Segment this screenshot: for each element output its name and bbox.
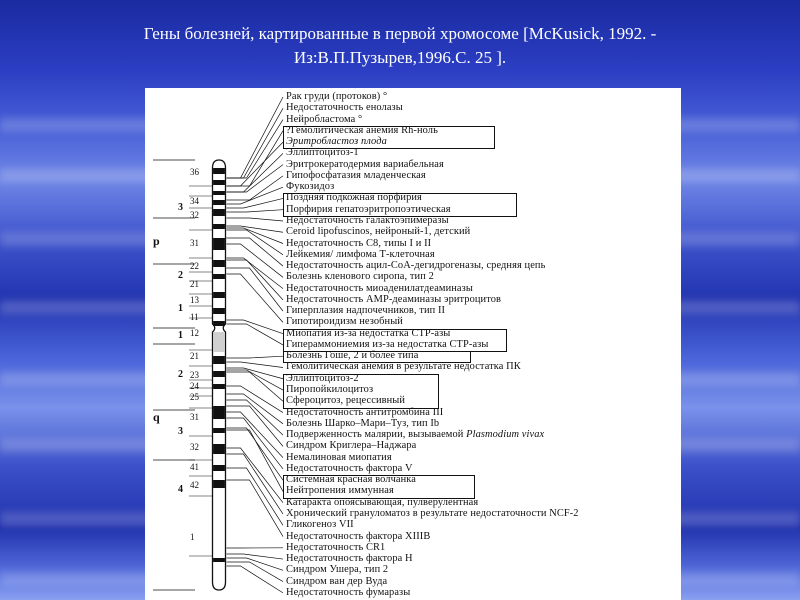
gene-group-box: [283, 193, 517, 217]
dark-band: [213, 224, 225, 229]
gene-label: Нейробластома °: [286, 113, 363, 125]
gene-group-box: [283, 351, 471, 363]
gene-label: Гипотироидизм незобный: [286, 316, 403, 328]
gene-connector-line: [227, 187, 284, 204]
dark-band: [213, 274, 225, 279]
gene-connector-line: [227, 562, 284, 582]
gene-label: Недостаточность фактора V: [286, 462, 413, 474]
slide-title-line-2: Из:В.П.Пузырев,1996.С. 25 ].: [293, 48, 507, 67]
gene-label: Системная красная волчанка: [286, 474, 416, 486]
band-label: 22: [190, 261, 199, 271]
gene-label: Подверженность малярии, вызываемой Plasmodium vivax: [286, 429, 545, 441]
dark-band: [213, 428, 225, 433]
gene-group-box: [283, 329, 507, 353]
gene-label: Недостаточность миоаденилатдеаминазы: [286, 282, 473, 294]
gene-connector-line: [227, 430, 284, 491]
dark-band: [213, 260, 225, 267]
band-label: 23: [190, 370, 199, 380]
gene-connector-line: [227, 218, 284, 221]
band-label: 42: [190, 480, 199, 490]
dark-band: [213, 191, 225, 195]
gene-label: Рак груди (протоков) °: [286, 91, 388, 102]
arm-label-q: q: [153, 410, 160, 424]
dark-band: [213, 292, 225, 298]
chromosome-figure: [145, 88, 681, 600]
band-label: 25: [190, 392, 199, 402]
dark-band: [213, 200, 225, 205]
gene-label: Гликогеноз VII: [286, 519, 354, 531]
gene-label: Синдром Криглера–Наджара: [286, 440, 417, 452]
dark-band: [213, 384, 225, 389]
dark-band: [213, 465, 225, 471]
arm-label-p: p: [153, 234, 160, 248]
gene-label: ?Гемолитическая анемия Rh-ноль: [286, 124, 438, 136]
gene-label: Недостаточность енолазы: [286, 102, 403, 114]
slide-title-line-1: Гены болезней, картированные в первой хромосоме [McKusick, 1992. -: [143, 24, 657, 43]
gene-label: Недостаточность фактора Н: [286, 553, 413, 565]
gene-connector-line: [227, 454, 284, 514]
gene-label: Эритрокератодермия вариабельная: [286, 158, 444, 170]
gene-label: Катаракта опоясывающая, пулверулентная: [286, 496, 479, 508]
dark-band: [213, 480, 225, 488]
gene-label: Эллиптоцитоз-1: [286, 147, 359, 159]
gene-label: Болезнь Гоше, 2 и более типа: [286, 350, 419, 362]
dark-band: [213, 209, 225, 216]
gene-connector-line: [227, 362, 284, 367]
region-label: 1: [178, 303, 183, 314]
gene-label: Нейтропения иммунная: [286, 485, 394, 497]
band-label: 41: [190, 462, 199, 472]
region-label: 2: [178, 270, 183, 281]
gene-connector-line: [227, 97, 284, 178]
band-label: 21: [190, 279, 199, 289]
band-label: 1: [190, 532, 195, 542]
gene-label: Недостаточность ацил-СоА-дегидрогеназы, средняя цепь: [286, 260, 546, 272]
gene-connector-line: [227, 176, 284, 200]
gene-label: Поздняя подкожная порфирия: [286, 192, 422, 204]
gene-connector-line: [227, 142, 284, 186]
gene-connector-line: [227, 210, 284, 212]
gene-connector-line: [227, 260, 284, 300]
gene-connector-line: [227, 268, 284, 311]
gene-label: Сфероцитоз, рецессивный: [286, 395, 406, 407]
gene-label: Эритробластоз плода: [286, 136, 387, 148]
gene-label: Лейкемия/ лимфома Т-клеточная: [286, 248, 435, 260]
gene-label: Болезнь кленового сиропа, тип 2: [286, 271, 434, 283]
gene-label: Гиперплазия надпочечников, тип II: [286, 305, 446, 317]
gene-connector-line: [227, 238, 284, 266]
dark-band: [213, 180, 225, 185]
dark-band: [213, 308, 225, 314]
gene-label: Недостаточность галактоэпимеразы: [286, 214, 449, 226]
region-label: 3: [178, 202, 183, 213]
gene-label: Ceroid lipofuscinos, нейроный-1, детский: [286, 226, 471, 238]
gene-label: Недостаточность С8, типы I и II: [286, 237, 432, 249]
gene-connector-line: [227, 120, 284, 178]
dark-band: [213, 406, 225, 419]
gene-group-box: [283, 374, 439, 409]
band-label: 13: [190, 295, 199, 305]
gene-connector-line: [227, 394, 284, 424]
dark-band: [213, 356, 225, 364]
dark-band: [213, 371, 225, 377]
gene-label: Пиропойкилоцитоз: [286, 384, 374, 396]
gene-connector-line: [227, 566, 284, 593]
gene-label: Фукозидоз: [286, 181, 335, 193]
band-label: 34: [190, 196, 199, 206]
gene-group-box: [283, 475, 475, 499]
band-label: 31: [190, 238, 199, 248]
gene-connector-line: [227, 324, 284, 345]
gene-label: Хронический грануломатоз в результате недостаточности NCF-2: [286, 507, 579, 519]
band-label: 36: [190, 167, 199, 177]
gene-connector-line: [227, 480, 284, 537]
gene-connector-line: [227, 370, 284, 390]
gene-connector-line: [227, 108, 284, 178]
band-label: 32: [190, 442, 199, 452]
dark-band: [213, 168, 225, 174]
gene-label: Синдром ван дер Вуда: [286, 575, 388, 587]
gene-connector-line: [227, 258, 284, 289]
gene-connector-line: [227, 558, 284, 570]
gene-label: Порфирия гепатоэритропоэтическая: [286, 203, 451, 215]
gene-connector-line: [227, 368, 284, 379]
gene-connector-line: [227, 274, 284, 322]
slide-title: [40, 22, 760, 70]
band-label: 11: [190, 312, 199, 322]
gene-connector-line: [227, 386, 284, 413]
band-label: 21: [190, 351, 199, 361]
dark-band: [213, 238, 225, 250]
region-label: 4: [178, 484, 183, 495]
region-label: 2: [178, 369, 183, 380]
band-label: 24: [190, 381, 199, 391]
dark-band: [213, 558, 225, 562]
heterochromatin-band: [213, 332, 225, 352]
gene-label: Болезнь Шарко–Мари–Туз, тип Ib: [286, 417, 440, 429]
gene-label: Гемолитическая анемия в результате недостатка ПК: [286, 361, 521, 373]
gene-label: Недостаточность фумаразы: [286, 586, 411, 598]
gene-label: Недостаточность CR1: [286, 541, 386, 553]
gene-connector-line: [227, 418, 284, 469]
gene-connector-line: [227, 226, 284, 232]
gene-connector-line: [227, 412, 284, 458]
dark-band: [213, 321, 225, 326]
gene-connector-line: [227, 320, 284, 334]
gene-label: Миопатия из-за недостатка СТР-азы: [286, 327, 451, 339]
species-name: Plasmodium vivax: [466, 429, 545, 441]
gene-label: Гипофосфатазия младенческая: [286, 169, 426, 181]
gene-label: Синдром Ушера, тип 2: [286, 564, 389, 576]
band-label: 31: [190, 412, 199, 422]
dark-band: [213, 444, 225, 454]
gene-group-box: [283, 126, 495, 150]
region-label: 1: [178, 330, 183, 341]
region-label: 3: [178, 426, 183, 437]
band-label: 12: [190, 328, 199, 338]
gene-connector-line: [227, 356, 284, 358]
gene-label: Эллиптоцитоз-2: [286, 372, 359, 384]
band-label: 32: [190, 210, 199, 220]
gene-label: Гипераммониемия из-за недостатка СТР-азы: [286, 338, 489, 350]
gene-label: Недостаточность АМР-деаминазы эритроцитов: [286, 293, 502, 305]
gene-label: Немалиновая миопатия: [286, 451, 392, 463]
gene-label: Недостаточность антитромбина III: [286, 406, 444, 418]
gene-label: Недостаточность фактора XIIIВ: [286, 530, 431, 542]
